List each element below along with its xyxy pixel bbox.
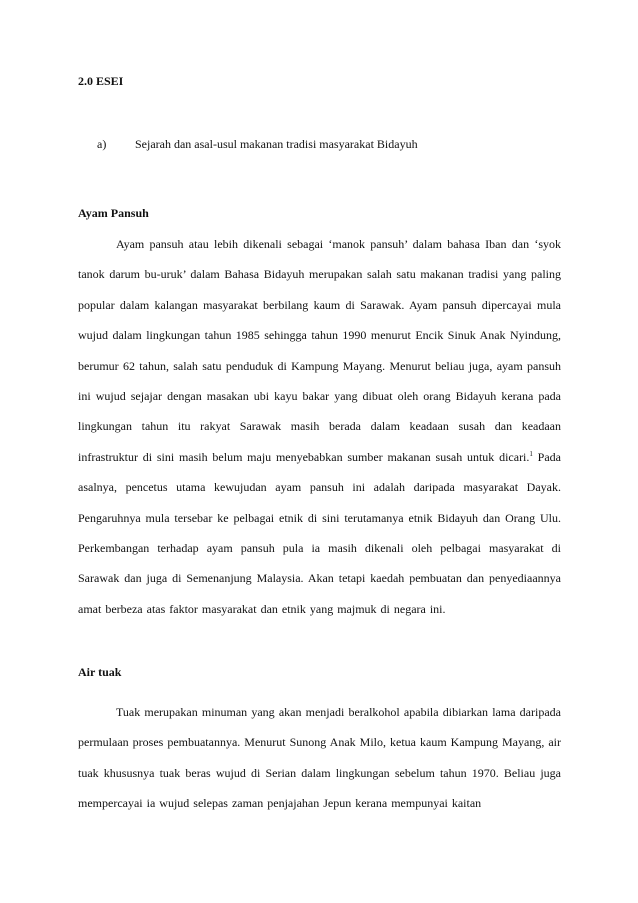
subsection-letter: a) xyxy=(97,137,107,151)
subsection-title: Sejarah dan asal-usul makanan tradisi masyarakat Bidayuh xyxy=(135,137,418,151)
paragraph-ayam-pansuh xyxy=(78,229,561,624)
subsection-heading xyxy=(97,137,418,151)
paragraph-air-tuak: Tuak merupakan minuman yang akan menjadi beralkohol apabila dibiarkan lama daripada permulaan proses pembuatannya. Menurut Sunong Anak Milo, ketua kaum Kampung Mayang, air tuak khususnya tuak beras wujud di Serian dalam lingkungan sebelum tahun 1970. Beliau juga mempercayai ia wujud selepas zaman penjajahan Jepun kerana mempunyai kaitan xyxy=(78,705,561,811)
footnote-marker: 1 xyxy=(529,449,533,458)
section-title: 2.0 ESEI xyxy=(78,74,124,88)
ayam-text-part2: Pada asalnya, pencetus utama kewujudan ayam pansuh ini adalah daripada masyarakat Dayak. Pengaruhnya mula tersebar ke pelbagai etnik di sini terutamanya etnik Bidayuh dan Orang Ulu. Perkembangan terhadap ayam pansuh pula ia masih dikenali oleh pelbagai masyarakat di Sarawak dan juga di Semenanjung Malaysia. Akan tetapi kaedah pembuatan dan penyediaannya amat berbeza atas faktor masyarakat dan etnik yang majmuk di negara ini. xyxy=(78,449,562,616)
heading-air-tuak: Air tuak xyxy=(78,665,122,679)
heading-ayam-pansuh: Ayam Pansuh xyxy=(78,206,149,220)
ayam-text-part1: Ayam pansuh atau lebih dikenali sebagai ‘manok pansuh’ dalam bahasa Iban dan ‘syok tanok darum bu-uruk’ dalam Bahasa Bidayuh merupakan salah satu makanan tradisi yang paling popular dalam kalangan masyarakat berbilang kaum di Sarawak. Ayam pansuh dipercayai mula wujud dalam lingkungan tahun 1985 sehingga tahun 1990 menurut Encik Sinuk Anak Nyindung, berumur 62 tahun, salah satu penduduk di Kampung Mayang. Menurut beliau juga, ayam pansuh ini wujud sejajar dengan masakan ubi kayu bakar yang dibuat oleh orang Bidayuh kerana pada lingkungan tahun itu rakyat Sarawak masih berada dalam keadaan susah dan keadaan infrastruktur di sini masih belum maju menyebabkan sumber makanan susah untuk dicari. xyxy=(78,237,561,464)
